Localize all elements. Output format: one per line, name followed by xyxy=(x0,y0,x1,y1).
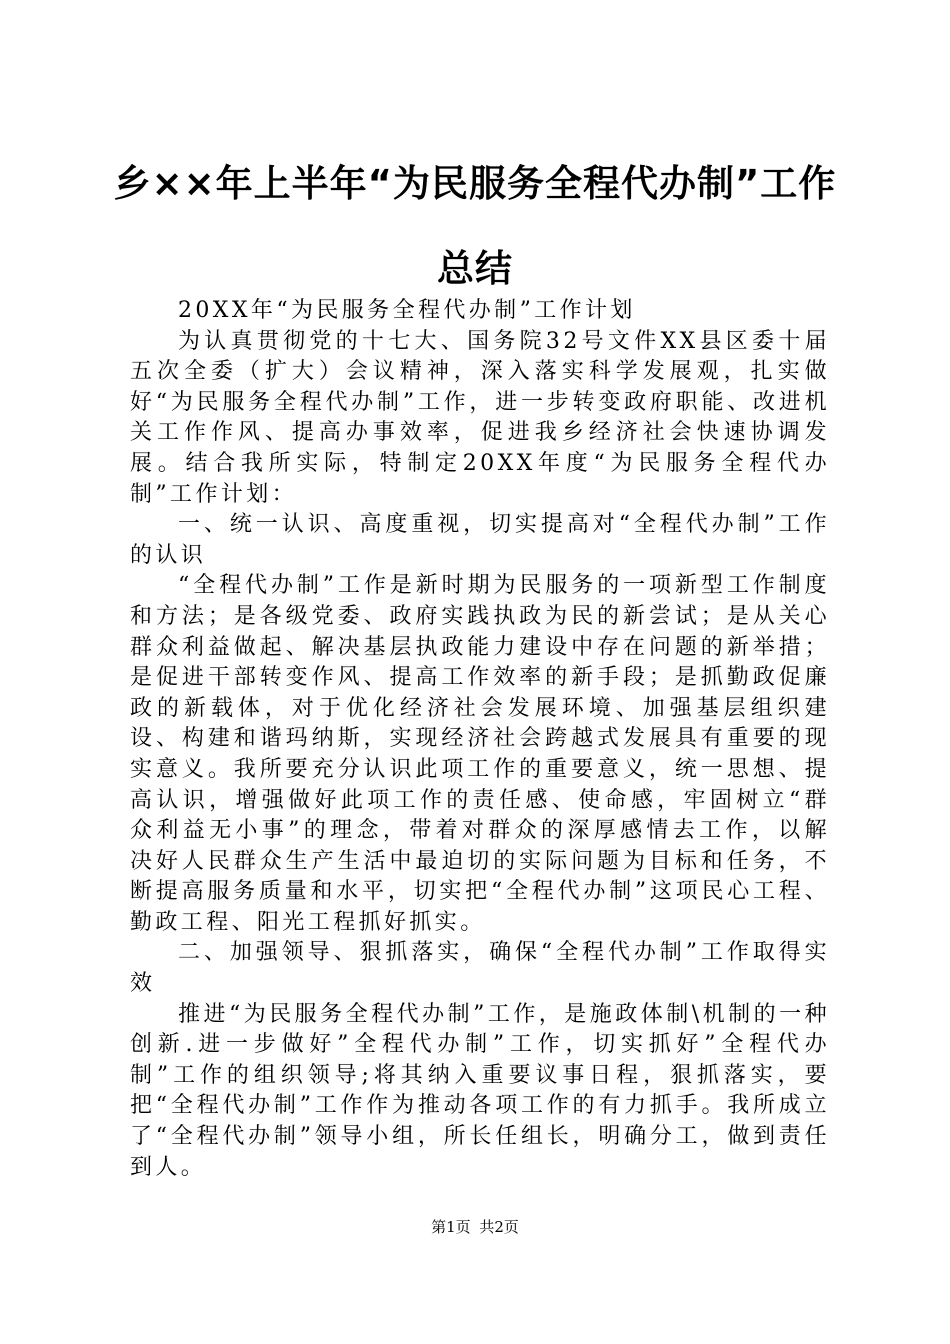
document-title-line-2: 总结 xyxy=(437,247,513,290)
document-body xyxy=(130,296,830,1183)
page-number: 第1页 xyxy=(431,1218,471,1236)
document-title-line-1: 乡××年上半年“为民服务全程代办制”工作 xyxy=(113,162,837,205)
page-total: 共2页 xyxy=(479,1218,519,1236)
paragraph-heading-2: 二、加强领导、狠抓落实，确保“全程代办制”工作取得实效 xyxy=(130,940,830,997)
paragraph-subtitle: 20XX年“为民服务全程代办制”工作计划 xyxy=(178,298,636,323)
paragraph-section-2: 推进“为民服务全程代办制”工作，是施政体制\机制的一种创新.进一步做好”全程代办制”工作，切实抓好”全程代办制”工作的组织领导;将其纳入重要议事日程，狠抓落实，要把“全程代办制”工作作为推动各项工作的有力抓手。我所成立了“全程代办制”领导小组，所长任组长，明确分工，做到责任到人。 xyxy=(130,1001,830,1180)
paragraph-section-1: “全程代办制”工作是新时期为民服务的一项新型工作制度和方法；是各级党委、政府实践执政为民的新尝试；是从关心群众利益做起、解决基层执政能力建设中存在问题的新举措；是促进干部转变作风、提高工作效率的新手段；是抓勤政促廉政的新载体，对于优化经济社会发展环境、加强基层组织建设、构建和谐玛纳斯，实现经济社会跨越式发展具有重要的现实意义。我所要充分认识此项工作的重要意义，统一思想、提高认识，增强做好此项工作的责任感、使命感，牢固树立“群众利益无小事”的理念，带着对群众的深厚感情去工作，以解决好人民群众生产生活中最迫切的实际问题为目标和任务，不断提高服务质量和水平，切实把“全程代办制”这项民心工程、勤政工程、阳光工程抓好抓实。 xyxy=(130,573,830,935)
paragraph-heading-1: 一、统一认识、高度重视，切实提高对“全程代办制”工作的认识 xyxy=(130,512,830,568)
page-footer xyxy=(0,1217,950,1237)
paragraph-intro: 为认真贯彻党的十七大、国务院32号文件XX县区委十届五次全委（扩大）会议精神，深入落实科学发展观，扎实做好“为民服务全程代办制”工作，进一步转变政府职能、改进机关工作作风、提高办事效率，促进我乡经济社会快速协调发展。结合我所实际，特制定20XX年度“为民服务全程代办制”工作计划： xyxy=(130,328,830,507)
